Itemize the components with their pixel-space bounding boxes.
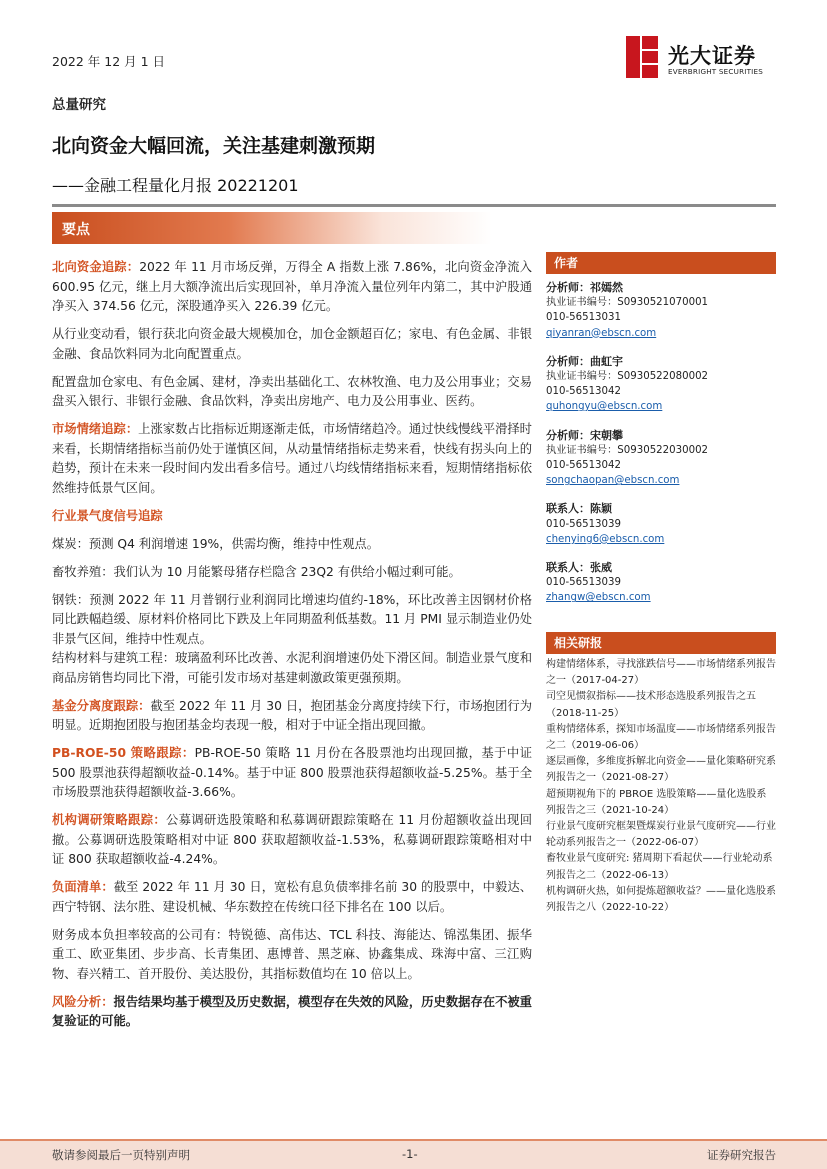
author-phone: 010-56513042 [546,460,621,472]
pb-roe-paragraph [52,744,532,803]
author-card [546,428,776,489]
brand-logo [626,36,776,80]
author-card [546,280,776,341]
author-cert: 执业证书编号：S0930521070001 [546,297,709,309]
authors-heading: 作者 [546,252,776,274]
related-report-item: 司空见惯叙指标——技术形态选股系列报告之五（2018-11-25） [546,691,756,719]
steel-paragraph: 钢铁：预测 2022 年 11 月普钢行业利润同比增速均值约-18%，环比改善主因钢材价格同比跌幅趋缓、原材料价格同比下跌及上年同期盈利低基数。11 月 PMI 显示制造业仍处非景气区间，维持中性观点。 [52,592,532,646]
contact-name: 联系人：张威 [546,561,612,575]
north-paragraph-2: 从行业变动看，银行获北向资金最大规模加仓，加仓金额超百亿；家电、有色金属、非银金融、食品饮料同为北向配置重点。 [52,327,532,361]
contact-email-link[interactable]: chenying6@ebscn.com [546,533,665,545]
related-reports-heading: 相关研报 [546,632,776,654]
author-cert: 执业证书编号：S0930522030002 [546,444,709,456]
risk-paragraph [52,993,532,1032]
contact-card [546,560,776,606]
title-divider [52,204,776,207]
fund-paragraph [52,697,532,736]
key-points-body [52,258,532,1040]
sentiment-text: 上涨家数占比指标近期逐渐走低，市场情绪趋冷。通过快线慢线平滑择时来看，长期情绪指标当前仍处于谨慎区间，从动量情绪指标走势来看，快线有拐头向上的趋势，预计在未来一段时间内发出看多信号。通过八均线情绪指标来看，短期情绪指标依然维持低景气区间。 [52,422,532,495]
page-number: -1- [402,1147,418,1161]
related-report-item: 超预期视角下的 PBROE 选股策略——量化选股系列报告之三（2021-10-24） [546,788,767,816]
author-name: 分析师：曲虹宇 [546,354,623,368]
report-title: 北向资金大幅回流，关注基建刺激预期 [52,135,376,157]
contact-name: 联系人：陈颖 [546,502,612,516]
related-report-item: 机构调研火热，如何提炼超额收益？——量化选股系列报告之八（2022-10-22） [546,885,776,914]
negative-list-text: 截至 2022 年 11 月 30 日，宽松有息负债率排名前 30 的股票中，中毅达、西宁特钢、法尔胜、建设机械、华东数控在传统口径下排名在 100 以后。 [52,880,532,914]
report-date: 2022 年 12 月 1 日 [52,54,166,69]
everbright-logo-icon [626,36,658,78]
north-text: 2022 年 11 月市场反弹，万得全 A 指数上涨 7.86%，北向资金净流入 600.95 亿元，继上月大额净流出后实现回补，单月净流入量位列年内第二，其中沪股通净买入 374.56 亿元，深股通净买入 226.39 亿元。 [52,260,533,313]
author-card [546,354,776,415]
author-name: 分析师：祁嫣然 [546,281,623,294]
north-paragraph-3: 配置盘加仓家电、有色金属、建材，净卖出基础化工、农林牧渔、电力及公用事业；交易盘买入银行、非银行金融、食品饮料，净卖出房地产、电力及公用事业、医药。 [52,374,532,408]
risk-text: 报告结果均基于模型及历史数据，模型存在失效的风险，历史数据存在不被重复验证的可能。 [52,994,532,1028]
fund-label: 基金分离度跟踪： [52,698,151,713]
fund-text: 截至 2022 年 11 月 30 日，抱团基金分离度持续下行，市场抱团行为明显。近期抱团股与抱团基金均表现一般，相对于中证全指出现回撤。 [52,698,532,732]
logo-subtitle: EVERBRIGHT SECURITIES [668,67,763,76]
finance-cost-paragraph: 财务成本负担率较高的公司有：特锐德、高伟达、TCL 科技、海能达、锦泓集团、振华重工、欧亚集团、步步高、长青集团、惠博普、黑芝麻、协鑫集成、珠海中富、三江购物、春兴精工、首开股份、美达股份，其指标数值均在 10 倍以上。 [52,927,532,981]
key-points-banner [52,212,492,244]
related-report-item: 重构情绪体系，探知市场温度——市场情绪系列报告之二（2019-06-06） [546,723,776,752]
contact-email-link[interactable]: zhangw@ebscn.com [546,592,651,604]
pb-roe-text: PB-ROE-50 策略 11 月份在各股票池均出现回撤，基于中证 500 股票池获得超额收益-0.14%。基于中证 800 股票池获得超额收益-5.25%。基于全市场股票池获得超额收益-3.66%。 [52,746,532,799]
related-report-item: 行业景气度研究框架暨煤炭行业景气度研究——行业轮动系列报告之一（2022-06-07） [546,821,776,849]
risk-label: 风险分析： [52,994,114,1009]
institution-paragraph [52,811,532,870]
pb-roe-label: PB-ROE-50 策略跟踪： [52,746,195,760]
livestock-paragraph: 畜牧养殖：我们认为 10 月能繁母猪存栏隐含 23Q2 有供给小幅过剩可能。 [52,564,461,579]
author-phone: 010-56513042 [546,386,621,398]
author-name: 分析师：宋朝攀 [546,428,623,442]
contact-phone: 010-56513039 [546,577,621,589]
logo-name: 光大证券 [668,44,756,68]
sentiment-paragraph [52,420,532,498]
institution-label: 机构调研策略跟踪： [52,813,167,827]
north-paragraph [52,258,532,317]
footer-divider [0,1139,827,1141]
coal-paragraph: 煤炭：预测 Q4 利润增速 19%，供需均衡，维持中性观点。 [52,536,380,551]
related-report-item: 畜牧业景气度研究: 猪周期下看起伏——行业轮动系列报告之二（2022-06-13） [546,853,773,881]
footer-report-type: 证券研究报告 [707,1148,776,1162]
north-label: 北向资金追踪： [52,260,140,274]
industry-heading: 行业景气度信号追踪 [52,508,163,523]
author-email-link[interactable]: quhongyu@ebscn.com [546,401,663,413]
report-category: 总量研究 [52,97,106,113]
negative-list-paragraph [52,878,532,917]
key-points-label: 要点 [62,222,90,238]
related-report-item: 构建情绪体系，寻找涨跌信号——市场情绪系列报告之一（2017-04-27） [546,659,776,687]
author-email-link[interactable]: qiyanran@ebscn.com [546,327,657,339]
author-email-link[interactable]: songchaopan@ebscn.com [546,475,680,487]
institution-text: 公募调研选股策略和私募调研跟踪策略在 11 月份超额收益出现回撤。公募调研选股策略相对中证 800 获取超额收益-1.53%，私募调研跟踪策略相对中证 800 获取超额收益-4.24%。 [52,813,532,866]
negative-list-label: 负面清单： [52,880,114,894]
footer-disclaimer: 敬请参阅最后一页特别声明 [52,1148,190,1162]
sentiment-label: 市场情绪追踪： [52,422,139,436]
contact-card [546,501,776,547]
related-reports-list [546,657,776,916]
building-paragraph: 结构材料与建筑工程：玻璃盈利环比改善、水泥利润增速仍处下滑区间。制造业景气度和商品房销售均同比下滑，可能引发市场对基建刺激政策更强预期。 [52,651,532,685]
report-subtitle: ——金融工程量化月报 20221201 [52,176,299,195]
authors-panel [546,252,776,606]
contact-phone: 010-56513039 [546,518,621,530]
related-report-item: 逐层画像，多维度拆解北向资金——量化策略研究系列报告之一（2021-08-27） [546,756,776,784]
author-phone: 010-56513031 [546,312,621,324]
author-cert: 执业证书编号：S0930522080002 [546,371,709,383]
related-reports-panel [546,632,776,916]
